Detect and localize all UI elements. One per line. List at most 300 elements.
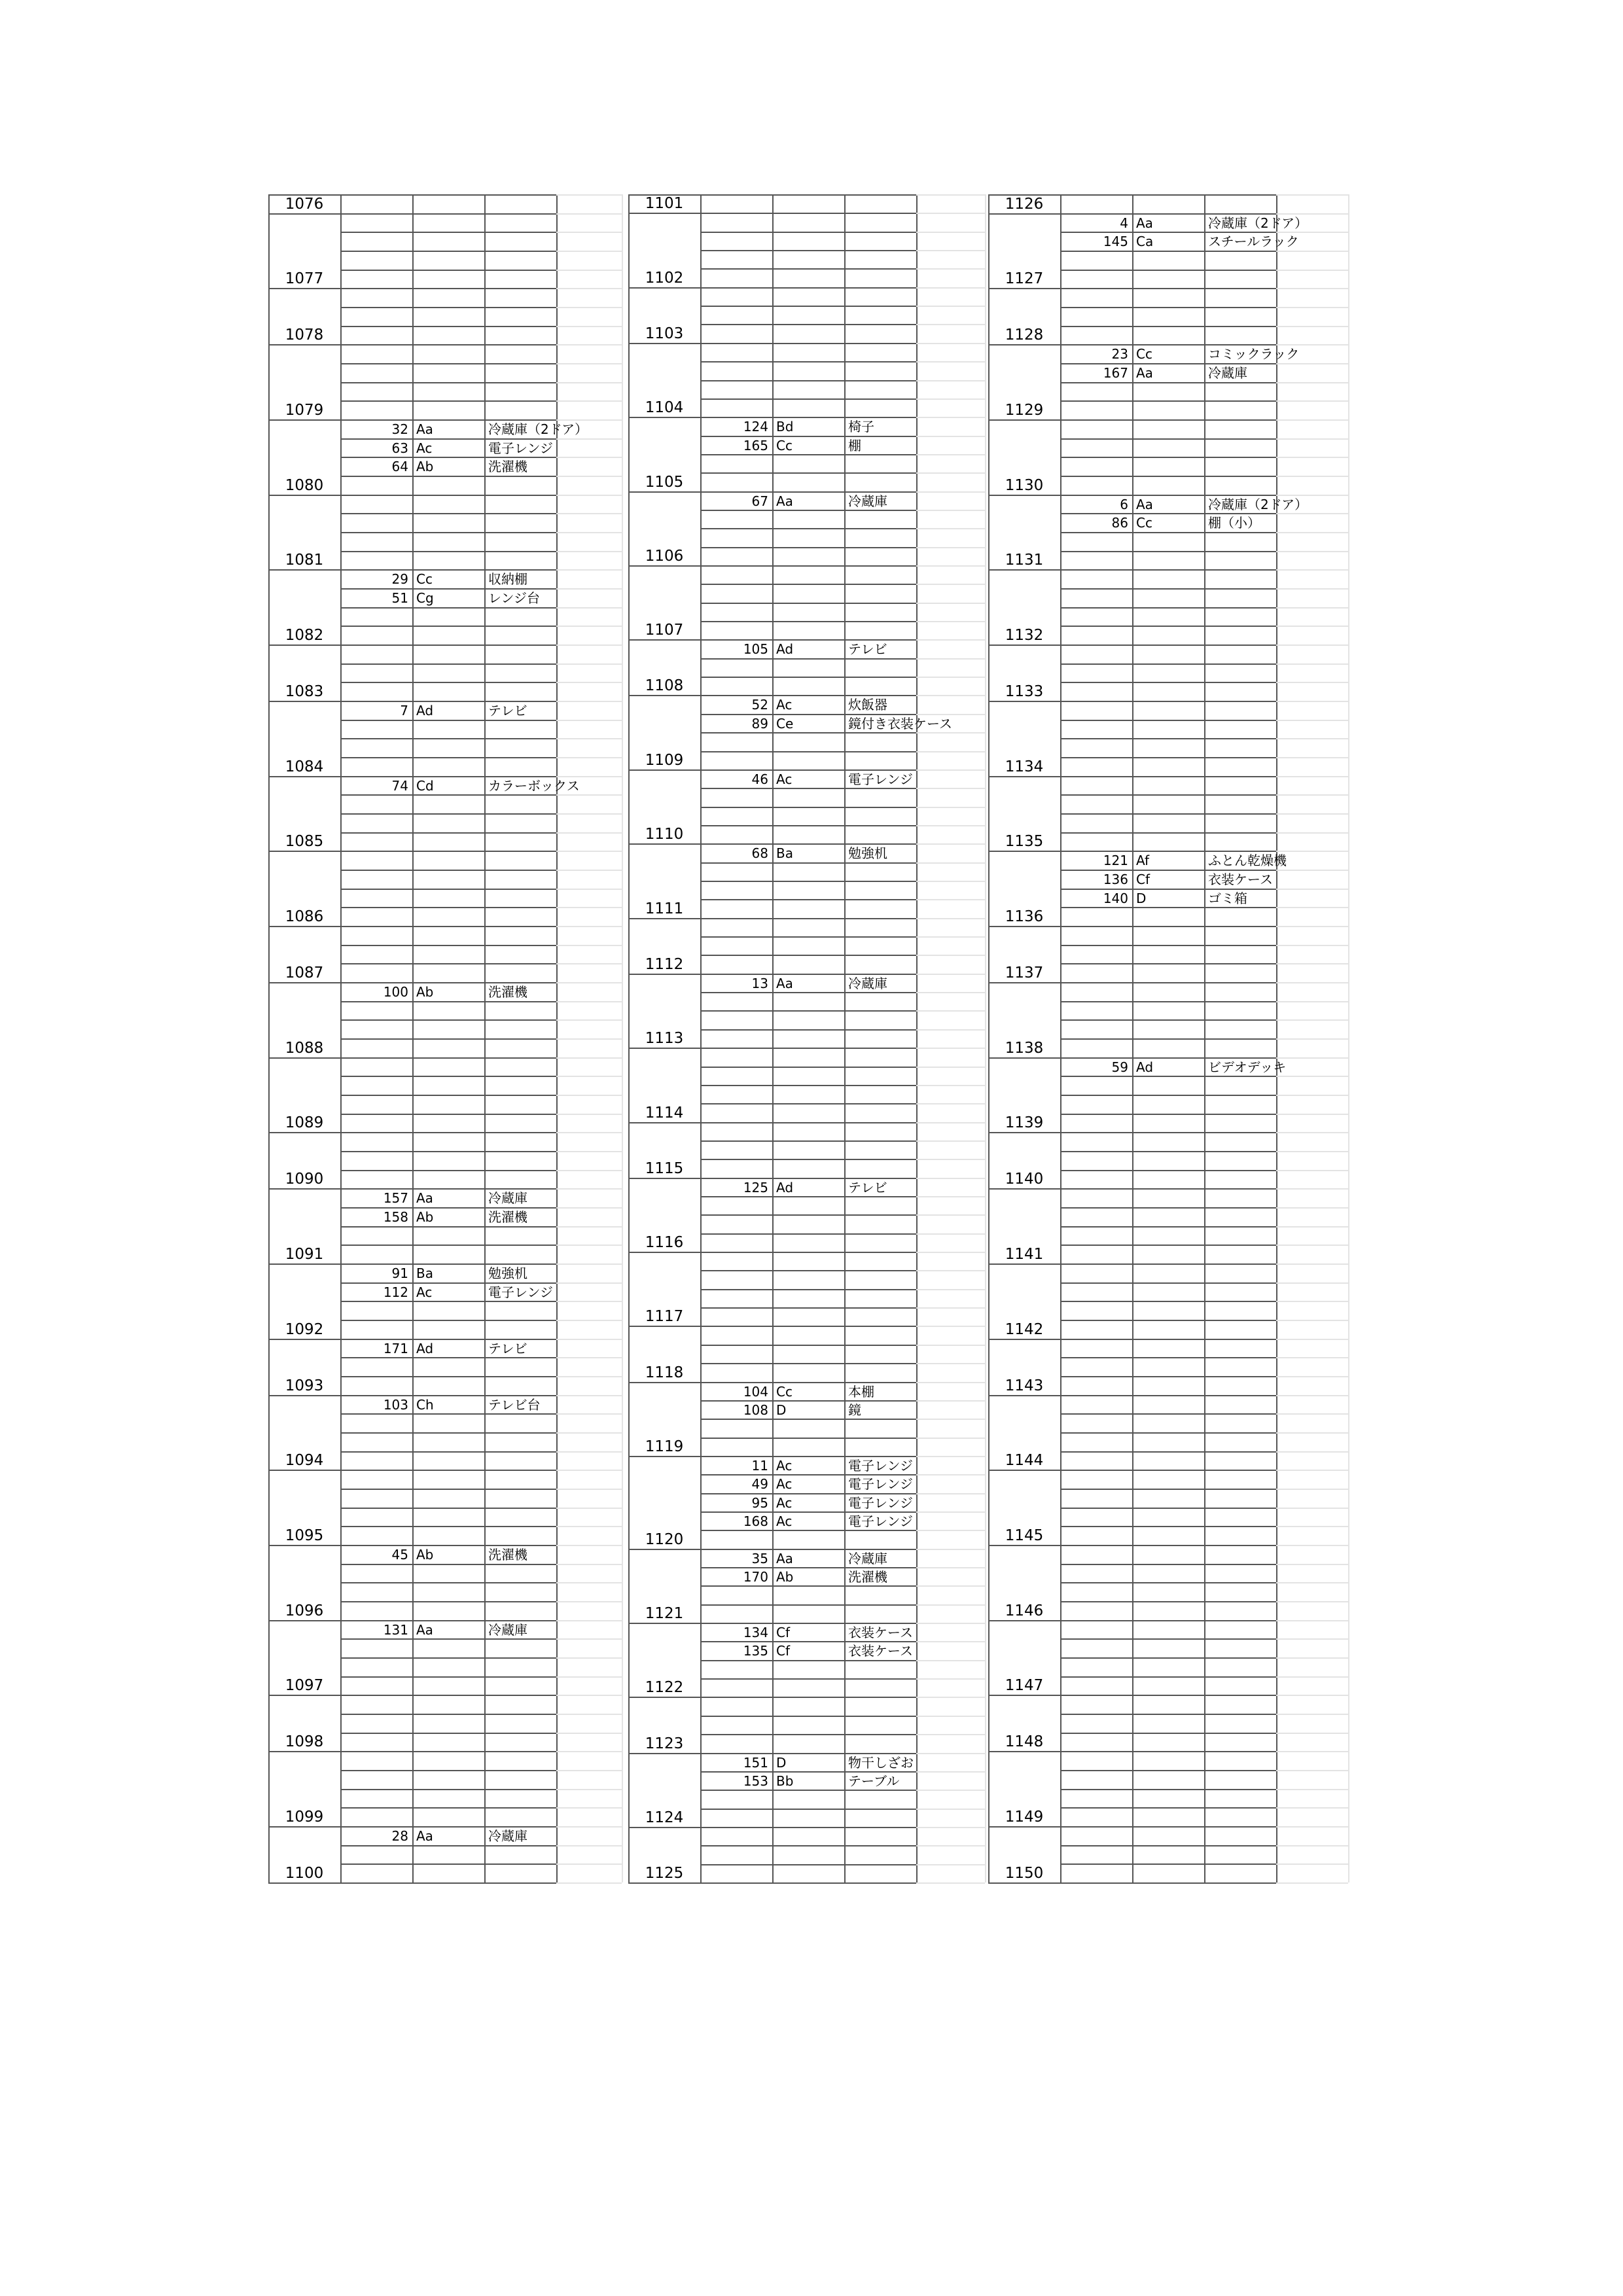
grid-line-horizontal-faint [556,794,622,796]
grid-line-horizontal-faint [916,807,985,808]
grid-line-horizontal [340,1676,556,1678]
grid-line-horizontal [700,751,916,752]
item-name: 冷蔵庫 [848,1550,887,1566]
block-number-label: 1143 [1005,1377,1044,1394]
grid-line-horizontal-faint [1276,1413,1348,1415]
grid-line-horizontal [1060,1770,1276,1771]
grid-line-horizontal [700,361,916,362]
item-name: 勉強机 [488,1265,527,1281]
grid-line-horizontal-faint [916,1363,985,1364]
grid-line-horizontal-faint [916,862,985,864]
grid-line-horizontal [1060,400,1276,402]
grid-line-horizontal [340,551,556,552]
grid-line-horizontal-faint [916,658,985,660]
block-number-label: 1104 [645,399,684,417]
block-number-label: 1102 [645,269,684,287]
grid-line-horizontal [1060,757,1276,758]
grid-line-horizontal-faint [916,1511,985,1513]
grid-line-horizontal [1060,626,1276,627]
grid-line-horizontal-faint [1276,813,1348,815]
item-code: Ad [1136,1059,1154,1075]
grid-line-horizontal [988,982,1276,983]
item-code: Ch [416,1396,434,1413]
grid-line-horizontal [340,1376,556,1377]
grid-line-horizontal-faint [1276,1245,1348,1246]
grid-line-horizontal [340,1170,556,1171]
grid-line-horizontal-faint [1276,194,1348,196]
item-code: Ad [416,1340,434,1356]
grid-line-horizontal [988,776,1276,777]
block-number-label: 1120 [645,1530,684,1548]
item-name: 冷蔵庫 [488,1828,527,1844]
item-number: 168 [743,1513,768,1529]
grid-line-horizontal-faint [1276,1845,1348,1846]
grid-line-horizontal [1060,1170,1276,1171]
grid-line-horizontal [340,682,556,683]
item-name: 本棚 [848,1383,874,1400]
item-number: 35 [751,1550,768,1566]
block-number-label: 1132 [1005,627,1044,644]
grid-line-horizontal [1060,1601,1276,1602]
item-number: 112 [383,1284,408,1300]
block-number-label: 1146 [1005,1602,1044,1619]
item-name: 衣装ケース [848,1643,913,1659]
block-number-label: 1110 [645,826,684,843]
grid-line-horizontal-faint [916,1567,985,1568]
item-code: D [1136,890,1147,906]
item-code: Ac [776,771,793,787]
item-name: 電子レンジ [488,1284,553,1300]
grid-line-horizontal-faint [916,1067,985,1068]
grid-line-horizontal [340,626,556,627]
item-number: 131 [383,1621,408,1638]
grid-line-horizontal-faint [556,738,622,739]
grid-line-horizontal-faint [916,881,985,882]
grid-line-horizontal-faint [1276,1132,1348,1133]
grid-line-horizontal [268,926,556,927]
item-number: 86 [1111,515,1128,531]
grid-line-horizontal [1060,1095,1276,1096]
grid-line-horizontal [340,607,556,609]
item-name: 棚 [848,437,861,453]
grid-line-horizontal-faint [916,232,985,233]
grid-line-horizontal-faint [556,1376,622,1377]
grid-line-horizontal [340,1038,556,1040]
block-number-label: 1145 [1005,1527,1044,1544]
block-number-label: 1099 [285,1809,324,1826]
grid-line-horizontal-faint [916,1159,985,1160]
grid-line-horizontal [700,454,916,455]
grid-line-horizontal-faint [1276,251,1348,252]
grid-line-horizontal-faint [1276,1789,1348,1790]
grid-line-horizontal-faint [1276,1301,1348,1302]
item-number: 165 [743,437,768,453]
grid-line-horizontal [1060,1432,1276,1434]
grid-line-horizontal [340,1657,556,1659]
grid-line-horizontal-faint [916,1790,985,1791]
item-number: 49 [751,1476,768,1492]
item-code: Aa [776,1550,793,1566]
block-number-label: 1135 [1005,833,1044,851]
block-number-label: 1078 [285,327,324,344]
grid-line-horizontal [1060,832,1276,834]
grid-line-horizontal [1060,1845,1276,1846]
grid-line-horizontal [268,851,556,852]
item-number: 157 [383,1190,408,1207]
block-number-label: 1142 [1005,1320,1044,1338]
grid-line-horizontal [268,645,556,646]
grid-line-horizontal-faint [1276,663,1348,665]
grid-line-horizontal-faint [556,1151,622,1152]
grid-line-horizontal-faint [916,1382,985,1383]
item-code: Cf [776,1625,791,1641]
item-name: 洗濯機 [488,984,527,1000]
item-code: Ac [416,440,433,456]
item-number: 136 [1103,872,1128,887]
block-number-label: 1100 [285,1865,324,1882]
item-name: ふとん乾燥機 [1208,853,1287,869]
grid-line-horizontal [340,1638,556,1640]
grid-line-horizontal [1060,1114,1276,1115]
item-name: 棚（小） [1208,515,1260,531]
grid-line-horizontal [700,1660,916,1661]
grid-line-horizontal [1060,607,1276,609]
grid-line-horizontal [340,363,556,364]
block-number-label: 1147 [1005,1677,1044,1695]
grid-line-horizontal [628,343,916,344]
grid-line-horizontal-faint [1276,1489,1348,1490]
item-number: 134 [743,1625,768,1641]
grid-line-horizontal-faint [556,288,622,289]
grid-line-horizontal-faint [556,326,622,327]
grid-line-horizontal-faint [556,1714,622,1715]
grid-line-horizontal-faint [556,363,622,364]
grid-line-horizontal [700,510,916,511]
grid-line-horizontal [1060,1489,1276,1490]
item-code: Cc [1136,515,1152,531]
grid-line-horizontal [700,250,916,251]
item-number: 45 [391,1547,408,1563]
grid-line-horizontal-faint [556,1489,622,1490]
grid-line-horizontal-faint [556,194,622,196]
grid-line-horizontal [1060,476,1276,477]
grid-line-horizontal-faint [556,1733,622,1734]
item-number: 64 [391,459,408,475]
grid-line-horizontal-faint [1276,438,1348,440]
grid-line-horizontal [340,1301,556,1302]
grid-line-horizontal [268,1132,556,1133]
item-code: Ac [776,1476,793,1492]
grid-line-horizontal-faint [556,551,622,552]
grid-line-horizontal-faint [1276,1170,1348,1171]
grid-line-horizontal-faint [556,1432,622,1434]
grid-line-horizontal-faint [556,1019,622,1021]
item-name: 電子レンジ [848,1457,913,1474]
item-number: 32 [391,421,408,437]
block-number-label: 1125 [645,1865,684,1882]
grid-line-horizontal [1060,326,1276,327]
grid-line-horizontal [340,1489,556,1490]
grid-line-horizontal [1060,1226,1276,1227]
grid-line-horizontal-faint [916,1252,985,1253]
item-number: 13 [751,975,768,991]
grid-line-horizontal [700,1530,916,1531]
grid-line-horizontal [700,1734,916,1735]
grid-line-horizontal-faint [556,588,622,590]
grid-line-horizontal-faint [916,1307,985,1309]
grid-line-horizontal-faint [1276,1376,1348,1377]
item-number: 124 [743,419,768,435]
grid-line-horizontal [1060,1001,1276,1002]
block-number-label: 1148 [1005,1733,1044,1751]
grid-line-horizontal [340,251,556,252]
grid-line-horizontal-faint [916,528,985,529]
item-code: Cc [776,437,793,453]
grid-line-horizontal-faint [556,1845,622,1846]
block-number-label: 1107 [645,622,684,639]
grid-line-horizontal-faint [556,232,622,233]
grid-line-horizontal [1060,457,1276,458]
grid-line-horizontal [700,1270,916,1271]
grid-line-horizontal-faint [916,547,985,548]
item-number: 74 [391,777,408,794]
grid-line-horizontal [340,1245,556,1246]
block-number-label: 1116 [645,1234,684,1252]
grid-line-horizontal-faint [1276,794,1348,796]
grid-line-horizontal-faint [556,682,622,683]
grid-line-horizontal [700,324,916,325]
block-number-label: 1134 [1005,758,1044,775]
grid-line-horizontal [340,1320,556,1321]
grid-line-horizontal [628,1252,916,1253]
grid-line-horizontal [340,307,556,308]
block-number-label: 1122 [645,1679,684,1697]
grid-line-horizontal-faint [1276,1770,1348,1771]
grid-line-horizontal [700,1067,916,1068]
grid-line-horizontal-faint [1276,1339,1348,1340]
item-number: 151 [743,1754,768,1771]
grid-line-horizontal [988,645,1276,646]
item-name: テレビ台 [488,1396,541,1413]
grid-line-horizontal-faint [916,1474,985,1475]
item-code: Ba [776,845,793,862]
grid-line-horizontal [1060,1789,1276,1790]
grid-line-horizontal-faint [1276,1695,1348,1696]
grid-line-horizontal [1060,1863,1276,1865]
item-name: 電子レンジ [848,771,913,787]
item-number: 104 [743,1383,768,1400]
grid-line-horizontal [340,945,556,946]
item-name: 勉強机 [848,845,887,862]
grid-line-horizontal [700,398,916,400]
item-name: カラーボックス [488,777,580,794]
grid-line-horizontal [268,1057,556,1059]
block-number-label: 1076 [285,195,324,213]
grid-line-horizontal [1060,1320,1276,1321]
grid-line-horizontal-faint [556,213,622,215]
item-code: Ac [776,697,793,713]
grid-line-horizontal [340,232,556,233]
grid-line-horizontal-faint [1276,1733,1348,1734]
grid-line-horizontal [1060,551,1276,552]
grid-line-horizontal-faint [556,607,622,609]
grid-line-horizontal [700,1307,916,1309]
grid-line-horizontal-faint [1276,588,1348,590]
grid-line-horizontal-faint [1276,1114,1348,1115]
grid-line-horizontal [340,1601,556,1602]
grid-line-horizontal [700,1196,916,1197]
item-name: 洗濯機 [488,459,527,475]
item-number: 121 [1103,853,1128,869]
grid-line-horizontal-faint [916,1085,985,1086]
grid-line-horizontal [700,788,916,789]
grid-line-horizontal-faint [556,1038,622,1040]
grid-line-horizontal-faint [916,491,985,493]
grid-line-horizontal-faint [916,194,985,196]
grid-line-horizontal [268,288,556,289]
grid-line-horizontal-faint [916,1103,985,1104]
item-code: Aa [416,421,433,437]
grid-line-horizontal [988,1188,1276,1190]
item-code: Ad [776,1179,794,1195]
grid-line-horizontal [1060,907,1276,908]
block-number-label: 1129 [1005,402,1044,419]
grid-line-horizontal-faint [916,324,985,325]
grid-line-horizontal [700,232,916,233]
block-number-label: 1083 [285,683,324,700]
block-number-label: 1109 [645,751,684,769]
grid-line-horizontal [700,1845,916,1846]
grid-line-horizontal [628,1122,916,1123]
grid-line-horizontal-faint [1276,307,1348,308]
grid-line-horizontal-faint [556,1676,622,1678]
grid-line-horizontal [700,1103,916,1104]
item-name: 洗濯機 [848,1569,887,1585]
grid-line-horizontal-faint [916,1604,985,1606]
block-number-label: 1114 [645,1104,684,1122]
grid-line-horizontal [700,881,916,882]
item-code: Cd [416,777,434,794]
grid-line-horizontal-faint [556,1114,622,1115]
grid-line-vertical-faint [622,194,623,1882]
grid-line-horizontal-faint [556,1470,622,1471]
grid-line-horizontal-faint [916,732,985,733]
grid-line-horizontal-faint [1276,1714,1348,1715]
grid-line-horizontal-faint [916,974,985,975]
grid-line-horizontal-faint [916,1809,985,1810]
grid-line-horizontal [700,955,916,956]
grid-line-horizontal-faint [916,1438,985,1439]
grid-line-horizontal [340,720,556,721]
grid-line-vertical [844,194,846,1882]
item-number: 29 [391,571,408,588]
item-code: Cc [416,571,433,588]
grid-line-horizontal [340,326,556,327]
item-number: 7 [400,703,408,718]
item-number: 95 [751,1494,768,1511]
item-name: スチールラック [1208,234,1299,250]
grid-line-horizontal-faint [1276,889,1348,890]
grid-line-horizontal-faint [1276,1320,1348,1321]
item-code: D [776,1402,787,1418]
grid-line-horizontal-faint [556,1057,622,1059]
grid-line-horizontal-faint [1276,870,1348,871]
grid-line-horizontal-faint [556,1339,622,1340]
grid-line-horizontal [1060,307,1276,308]
item-number: 158 [383,1209,408,1225]
item-code: Cc [776,1383,793,1400]
item-number: 52 [751,697,768,713]
block-number-label: 1149 [1005,1809,1044,1826]
block-number-label: 1098 [285,1733,324,1751]
grid-line-horizontal-faint [556,870,622,871]
grid-line-horizontal [340,1095,556,1096]
grid-line-horizontal [340,832,556,834]
grid-line-horizontal [340,1151,556,1152]
grid-line-horizontal-faint [556,1582,622,1583]
item-code: Aa [776,975,793,991]
grid-line-horizontal [700,603,916,604]
grid-line-horizontal-faint [1276,1676,1348,1678]
grid-line-horizontal-faint [1276,1545,1348,1546]
grid-line-horizontal-faint [1276,1432,1348,1434]
grid-line-horizontal [340,1564,556,1565]
grid-line-horizontal-faint [1276,270,1348,271]
grid-line-horizontal [700,1289,916,1290]
item-name: 冷蔵庫 [488,1621,527,1638]
grid-line-horizontal-faint [1276,682,1348,683]
grid-line-horizontal [1060,1151,1276,1152]
block-number-label: 1123 [645,1735,684,1752]
grid-line-horizontal-faint [916,380,985,381]
item-name: 冷蔵庫 [848,975,887,991]
grid-line-horizontal [340,813,556,815]
item-name: 物干しざお [848,1754,914,1771]
grid-line-horizontal [628,918,916,919]
grid-line-horizontal-faint [916,287,985,289]
grid-line-horizontal-faint [916,1493,985,1494]
item-number: 68 [751,845,768,862]
grid-line-horizontal-faint [556,1807,622,1809]
block-number-label: 1111 [645,900,684,917]
grid-line-horizontal [700,1029,916,1031]
grid-line-horizontal-faint [1276,1357,1348,1358]
item-code: Aa [1136,496,1153,512]
grid-line-horizontal-faint [916,936,985,938]
grid-line-horizontal-faint [1276,851,1348,852]
grid-line-horizontal-faint [1276,832,1348,834]
grid-line-horizontal [340,1770,556,1771]
grid-line-horizontal-faint [916,1140,985,1142]
grid-line-horizontal-faint [916,899,985,900]
item-code: Aa [416,1621,433,1638]
grid-line-horizontal-faint [916,1029,985,1031]
grid-line-horizontal [268,495,556,496]
block-number-label: 1119 [645,1438,684,1455]
item-name: 収納棚 [488,571,527,588]
item-code: Ac [776,1494,793,1511]
grid-line-horizontal-faint [1276,457,1348,458]
grid-line-horizontal [340,1114,556,1115]
grid-line-horizontal-faint [556,645,622,646]
grid-line-horizontal [1060,251,1276,252]
item-number: 46 [751,771,768,787]
item-name: 冷蔵庫（2ドア） [488,421,588,437]
item-name: 電子レンジ [848,1513,913,1529]
item-name: ビデオデッキ [1208,1059,1287,1075]
item-code: Ad [776,641,794,658]
grid-line-horizontal-faint [1276,513,1348,514]
